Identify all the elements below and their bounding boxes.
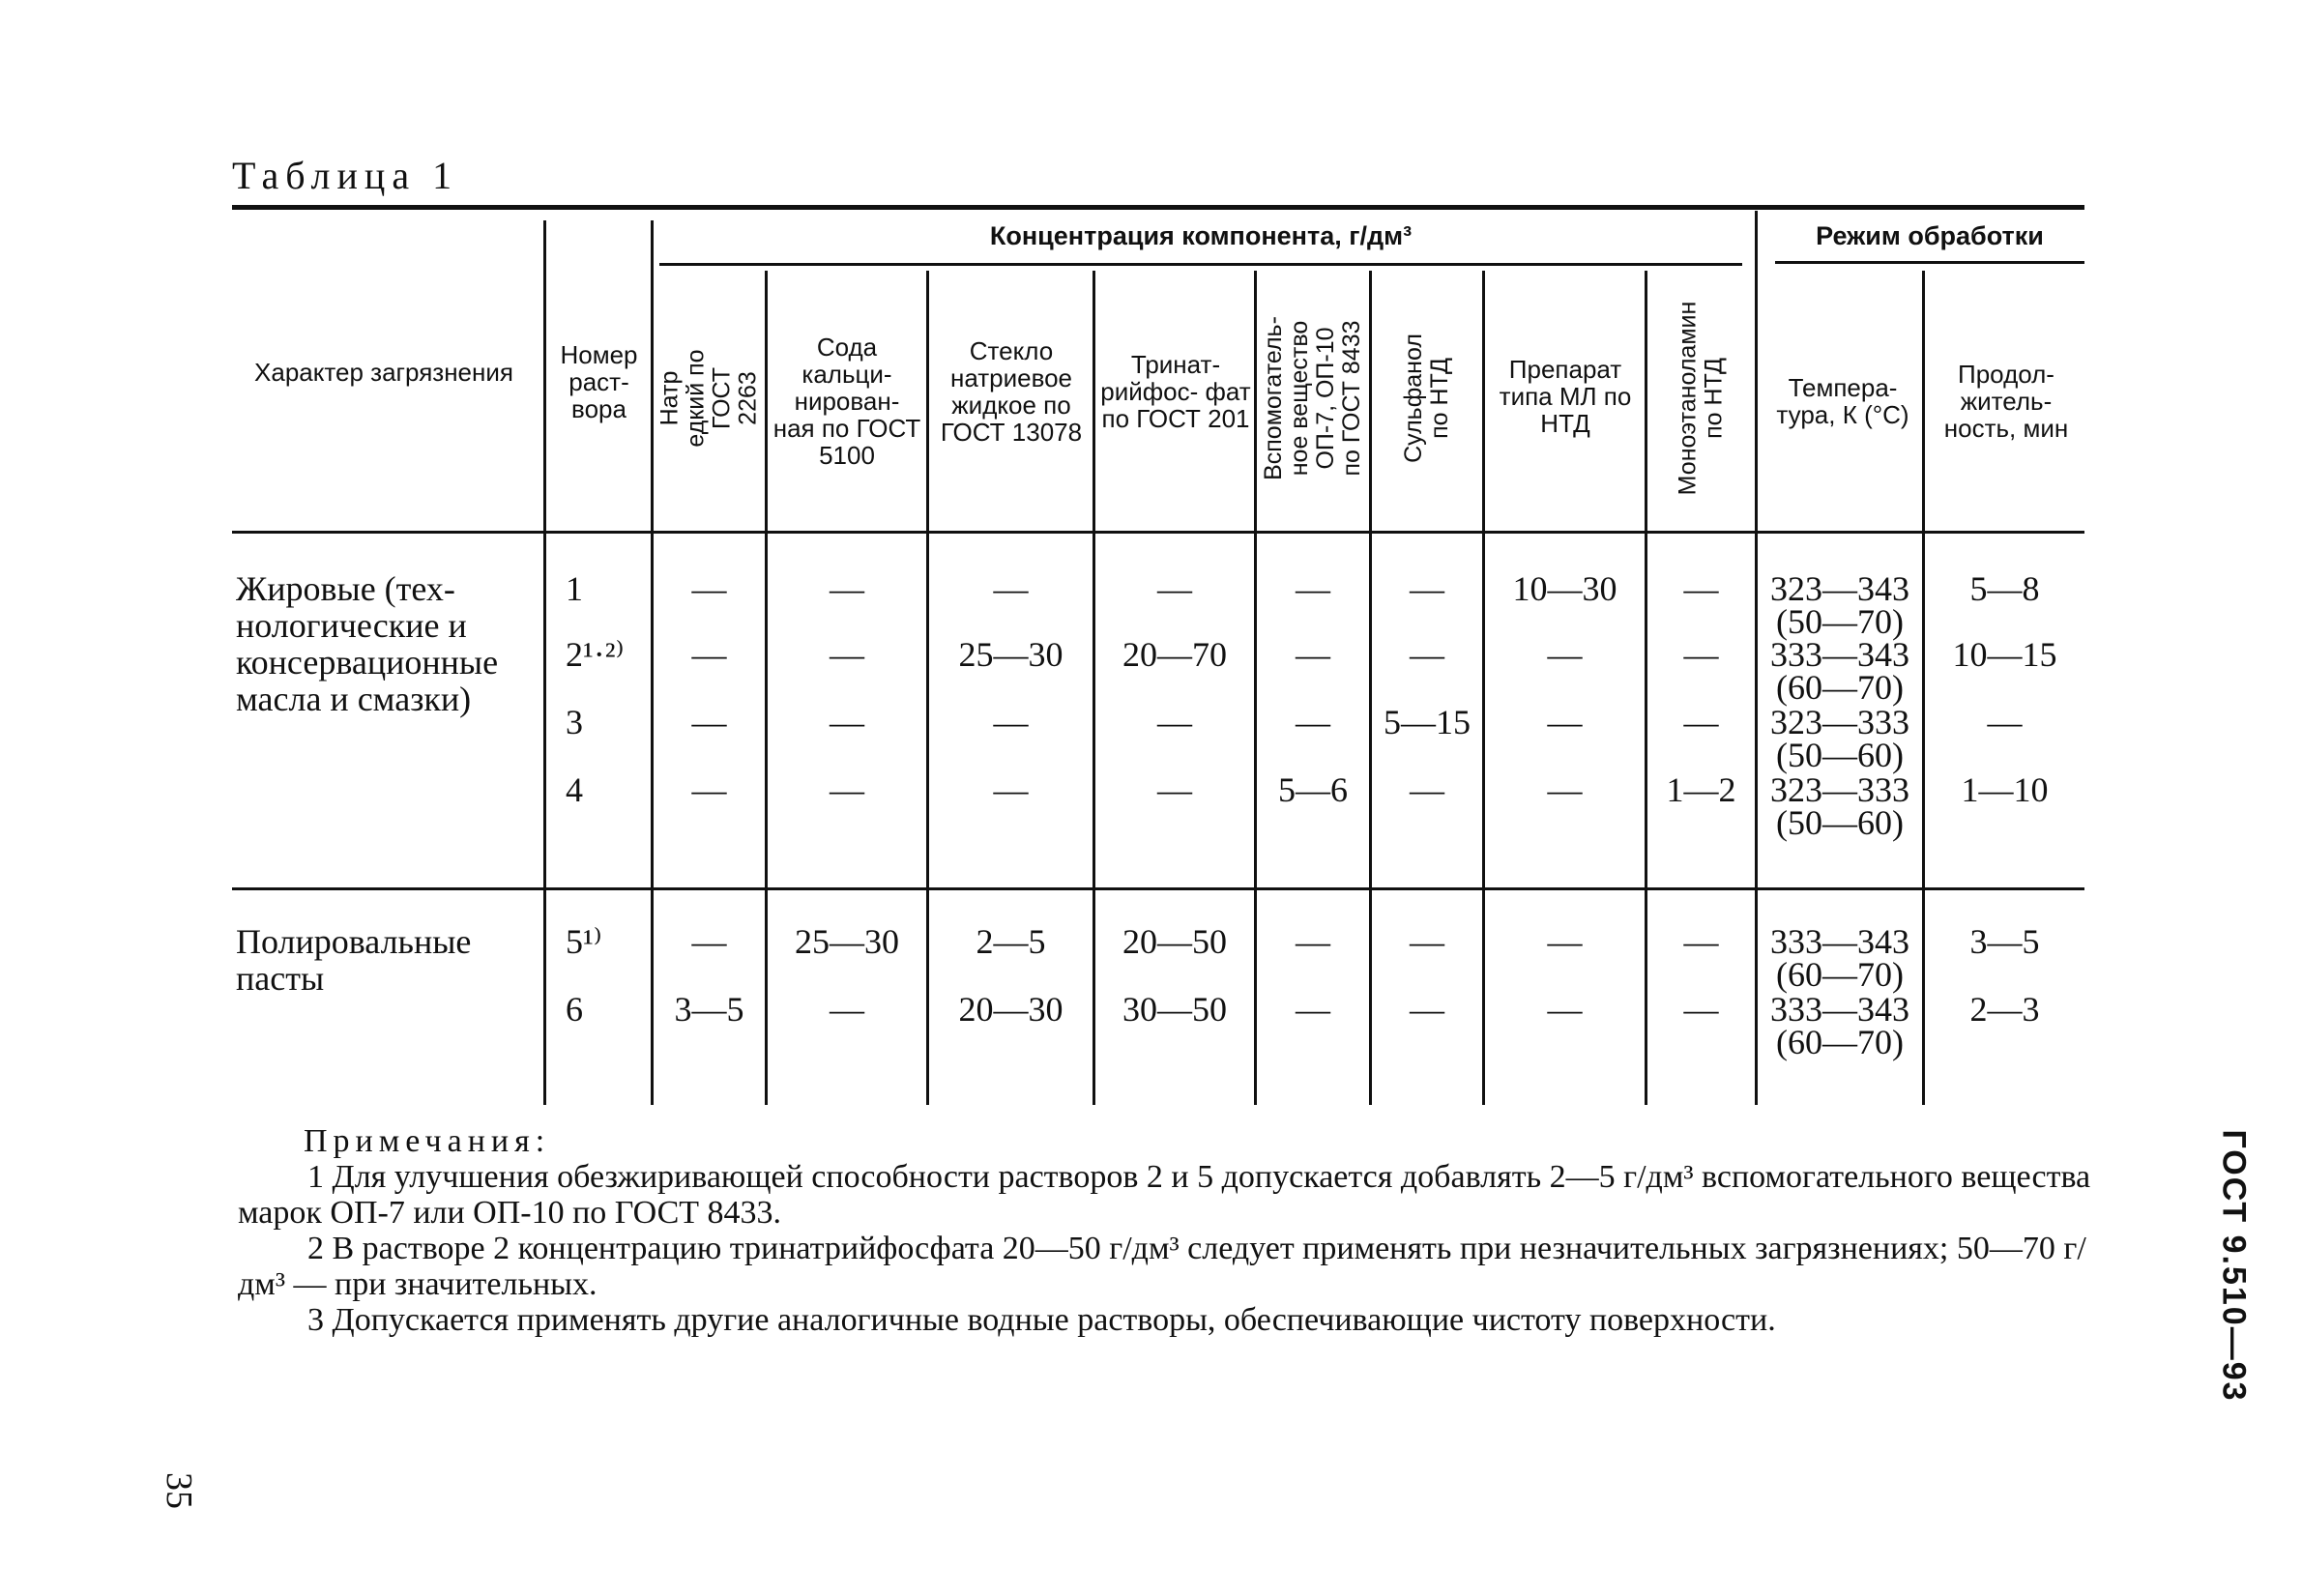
concentration-cell: —: [1547, 990, 1583, 1029]
concentration-cell: —: [1157, 770, 1192, 809]
solution-number-cell: 1: [566, 569, 583, 608]
category-polishing-paste: Полировальные пасты: [236, 922, 472, 998]
concentration-cell: 25—30: [958, 635, 1064, 674]
temperature-c-cell: (60—70): [1776, 955, 1904, 994]
concentration-cell: —: [830, 569, 864, 608]
concentration-cell: 30—50: [1122, 990, 1227, 1029]
concentration-cell: —: [830, 635, 864, 674]
duration-cell: 1—10: [1961, 770, 2049, 809]
concentration-cell: —: [993, 703, 1029, 741]
concentration-cell: —: [1683, 703, 1719, 741]
header-sodium-hydroxide: Натр едкий по ГОСТ 2263: [656, 349, 762, 448]
header-temperature: Темпера- тура, К (°C): [1776, 373, 1909, 429]
col-divider: [926, 271, 929, 1105]
concentration-cell: —: [1683, 990, 1719, 1029]
duration-cell: —: [1987, 703, 2023, 741]
concentration-cell: —: [1410, 569, 1444, 608]
concentration-group-rule: [659, 263, 1742, 266]
concentration-cell: 5—6: [1278, 770, 1348, 809]
header-monoethanolamine: Моноэтаноламин по НТД: [1674, 301, 1728, 496]
solution-number-cell: 6: [566, 990, 583, 1029]
col-divider: [1482, 271, 1485, 1105]
concentration-cell: —: [1410, 922, 1444, 961]
solution-number-cell: 2¹·²⁾: [566, 635, 625, 674]
table-top-rule: [232, 205, 2084, 210]
temperature-c-cell: (50—60): [1776, 803, 1904, 842]
col-divider: [543, 220, 546, 1105]
concentration-cell: —: [1410, 635, 1444, 674]
concentration-cell: —: [1296, 635, 1330, 674]
concentration-cell: —: [1547, 922, 1583, 961]
duration-cell: 10—15: [1952, 635, 2057, 674]
notes: [238, 1123, 2104, 1338]
concentration-cell: —: [691, 770, 727, 809]
col-divider: [1922, 271, 1925, 1105]
concentration-cell: —: [1547, 770, 1583, 809]
header-bottom-rule: [232, 531, 2084, 534]
duration-cell: 2—3: [1969, 990, 2040, 1029]
concentration-cell: —: [830, 770, 864, 809]
col-divider: [1093, 271, 1095, 1105]
col-divider: [765, 271, 768, 1105]
temperature-k-cell: 323—343: [1770, 569, 1909, 608]
concentration-cell: 1—2: [1666, 770, 1736, 809]
concentration-cell: —: [993, 770, 1029, 809]
solution-number-cell: 5¹⁾: [566, 922, 602, 961]
concentration-cell: —: [1547, 635, 1583, 674]
concentration-cell: 20—70: [1122, 635, 1227, 674]
concentration-cell: —: [830, 703, 864, 741]
concentration-cell: —: [691, 569, 727, 608]
header-mode-group: Режим обработки: [1816, 221, 2044, 250]
concentration-cell: —: [691, 922, 727, 961]
concentration-cell: 20—50: [1122, 922, 1227, 961]
concentration-cell: —: [1683, 922, 1719, 961]
header-solution-number: Номер раст- вора: [560, 340, 638, 423]
concentration-cell: —: [1683, 569, 1719, 608]
concentration-cell: —: [1410, 990, 1444, 1029]
notes-heading: Примечания:: [304, 1123, 551, 1159]
duration-cell: 3—5: [1969, 922, 2040, 961]
page-title: Таблица 1: [232, 154, 459, 197]
concentration-cell: —: [691, 635, 727, 674]
header-concentration-group: Концентрация компонента, г/дм³: [989, 221, 1413, 250]
header-auxiliary-substance: Вспомогатель- ное вещество ОП-7, ОП-10 по ГОСТ 8433: [1260, 316, 1365, 480]
concentration-cell: 5—15: [1384, 703, 1471, 741]
concentration-cell: 25—30: [795, 922, 899, 961]
temperature-k-cell: 323—333: [1770, 770, 1909, 809]
header-liquid-glass: Стекло натриевое жидкое по ГОСТ 13078: [940, 336, 1083, 447]
concentration-cell: —: [1296, 569, 1330, 608]
concentration-cell: 2—5: [976, 922, 1046, 961]
solution-number-cell: 3: [566, 703, 583, 741]
temperature-k-cell: 333—343: [1770, 922, 1909, 961]
header-soda-ash: Сода кальци- нирован- ная по ГОСТ 5100: [772, 333, 921, 470]
category-fat: Жировые (тех- нологические и консервационные масла и смазки): [236, 569, 499, 718]
note-item: 2 В растворе 2 концентрацию тринатрийфосфата 20—50 г/дм³ следует применять при незначительных загрязнениях; 50—70 г/дм³ — при значительных.: [238, 1231, 2086, 1302]
concentration-cell: 20—30: [958, 990, 1064, 1029]
temperature-k-cell: 333—343: [1770, 990, 1909, 1029]
duration-cell: 5—8: [1969, 569, 2040, 608]
temperature-k-cell: 333—343: [1770, 635, 1909, 674]
concentration-cell: —: [1296, 703, 1330, 741]
temperature-c-cell: (50—70): [1776, 602, 1904, 641]
temperature-c-cell: (50—60): [1776, 736, 1904, 774]
concentration-cell: —: [1157, 703, 1192, 741]
concentration-cell: 3—5: [674, 990, 744, 1029]
concentration-cell: —: [1157, 569, 1192, 608]
concentration-cell: —: [1296, 922, 1330, 961]
header-sulfanol: Сульфанол по НТД: [1400, 334, 1453, 463]
concentration-cell: —: [993, 569, 1029, 608]
temperature-c-cell: (60—70): [1776, 668, 1904, 707]
concentration-cell: —: [691, 703, 727, 741]
solution-number-cell: 4: [566, 770, 583, 809]
header-ml-preparation: Препарат типа МЛ по НТД: [1499, 355, 1632, 438]
mode-group-rule: [1775, 261, 2084, 264]
concentration-cell: —: [830, 990, 864, 1029]
header-characteristic: Характер загрязнения: [254, 358, 513, 387]
note-item: 1 Для улучшения обезжиривающей способности растворов 2 и 5 допускается добавлять 2—5 г/дм³ вспомогательного вещества марок ОП-7 или ОП-10 по ГОСТ 8433.: [238, 1159, 2091, 1231]
side-label: ГОСТ 9.510—93: [2215, 1129, 2253, 1403]
header-duration: Продол- житель- ность, мин: [1943, 360, 2069, 443]
header-trisodium-phosphate: Тринат- рийфос- фат по ГОСТ 201: [1100, 350, 1251, 433]
temperature-c-cell: (60—70): [1776, 1023, 1904, 1061]
concentration-cell: —: [1547, 703, 1583, 741]
group-separator-rule: [232, 887, 2084, 890]
page-number: 35: [159, 1472, 199, 1509]
concentration-cell: 10—30: [1512, 569, 1617, 608]
temperature-k-cell: 323—333: [1770, 703, 1909, 741]
note-item: 3 Допускается применять другие аналогичные водные растворы, обеспечивающие чистоту поверхности.: [307, 1302, 1776, 1338]
concentration-cell: —: [1296, 990, 1330, 1029]
concentration-cell: —: [1683, 635, 1719, 674]
concentration-cell: —: [1410, 770, 1444, 809]
